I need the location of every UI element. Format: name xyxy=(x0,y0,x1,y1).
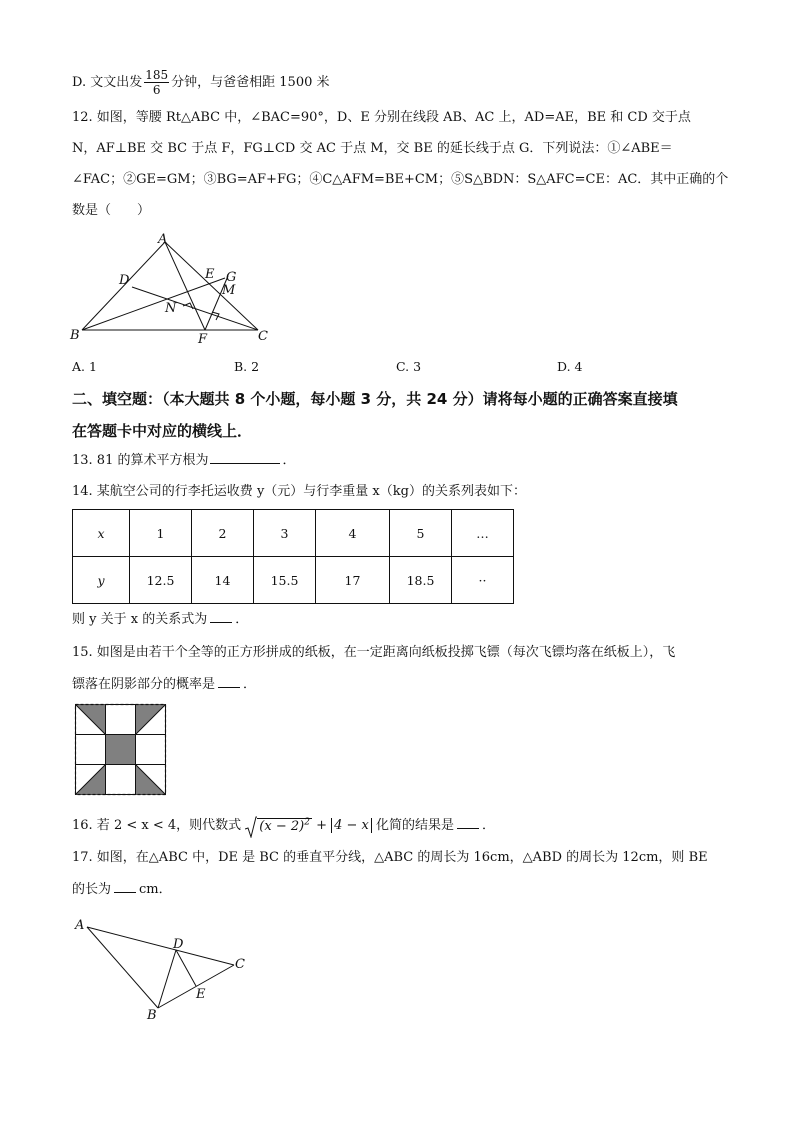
fig17-label-c: C xyxy=(235,957,245,972)
q12-figure xyxy=(64,228,284,348)
q17-line2-prefix: 的长为 xyxy=(72,882,112,897)
table-cell: 3 xyxy=(254,510,316,557)
fig12-label-b: B xyxy=(70,328,80,343)
q12-line3: ∠FAC；②GE=GM；③BG=AF+FG；④C△AFM=BE+CM；⑤S△BDN：S△AFC=CE：AC．其中正确的个 xyxy=(72,172,729,187)
fig12-label-a: A xyxy=(158,232,168,247)
q13 xyxy=(72,451,296,471)
fig12-label-f: F xyxy=(198,332,208,347)
q15-line1: 15. 如图是由若干个全等的正方形拼成的纸板，在一定距离向纸板投掷飞镖（每次飞镖均落在纸板上），飞 xyxy=(72,645,676,660)
q14-text: 14. 某航空公司的行李托运收费 y（元）与行李重量 x（kg）的关系列表如下： xyxy=(72,484,526,499)
q15-line2-suffix: ． xyxy=(243,677,257,692)
q17-figure xyxy=(70,912,260,1024)
q15-answer-blank xyxy=(218,675,240,688)
section2-heading-line1: 二、填空题：（本大题共 8 个小题，每小题 3 分，共 24 分）请将每小题的正确答案直接填 xyxy=(72,390,678,408)
q14-after xyxy=(72,610,248,630)
q11-frac-num: 185 xyxy=(145,68,169,82)
table-cell-x-label: x xyxy=(73,510,130,557)
q17-line2-suffix: cm． xyxy=(139,882,172,897)
q16-end: ． xyxy=(482,817,496,833)
q12-option-c: C. 3 xyxy=(396,359,422,374)
q12-option-a: A. 1 xyxy=(72,359,97,374)
q12-line4: 数是（ ） xyxy=(72,203,151,218)
q12-line2: N，AF⊥BE 交 BC 于点 F，FG⊥CD 交 AC 于点 M，交 BE 的延长线于点 G．下列说法：①∠ABE＝ xyxy=(72,141,673,156)
table-cell: 17 xyxy=(316,557,390,604)
q11-option-d-prefix: D. 文文出发 xyxy=(72,75,143,90)
table-cell: 12.5 xyxy=(130,557,192,604)
q11-frac-den: 6 xyxy=(152,83,161,97)
q11-option-d-suffix: 分钟，与爸爸相距 1500 米 xyxy=(171,75,330,90)
q12-option-d: D. 4 xyxy=(557,359,583,374)
table-cell: 2 xyxy=(192,510,254,557)
q11-fraction xyxy=(144,68,169,97)
q16-suffix: 化简的结果是 xyxy=(376,817,455,833)
fig17-label-e: E xyxy=(196,987,206,1002)
q15-line2 xyxy=(72,675,256,695)
q14-after-suffix: ． xyxy=(235,612,249,627)
table-cell-y-label: y xyxy=(73,557,130,604)
q16-prefix: 16. 若 2 < x < 4，则代数式 xyxy=(72,817,242,833)
table-cell: ·· xyxy=(452,557,514,604)
q17-line2 xyxy=(72,880,172,900)
q14-after-prefix: 则 y 关于 x 的关系式为 xyxy=(72,612,208,627)
table-cell: 14 xyxy=(192,557,254,604)
table-cell: 1 xyxy=(130,510,192,557)
table-row xyxy=(73,557,514,604)
fig12-label-g: G xyxy=(226,270,237,285)
q15-board-figure xyxy=(74,703,168,797)
q17-line1: 17. 如图，在△ABC 中，DE 是 BC 的垂直平分线，△ABC 的周长为 16cm，△ABD 的周长为 12cm，则 BE xyxy=(72,850,708,865)
q13-prefix: 13. 81 的算术平方根为 xyxy=(72,453,209,468)
q13-suffix: ． xyxy=(282,453,296,468)
q14-table xyxy=(72,509,514,604)
q13-answer-blank xyxy=(210,451,280,464)
fig12-label-m: M xyxy=(222,283,236,298)
q16-sqrt xyxy=(245,813,312,838)
q16-abs-expr: 4 − x xyxy=(331,818,372,833)
table-cell: 18.5 xyxy=(390,557,452,604)
section2-heading-line2: 在答题卡中对应的横线上． xyxy=(72,422,253,440)
fig12-label-n: N xyxy=(165,301,177,316)
q14-answer-blank xyxy=(210,610,232,623)
q15-line2-prefix: 镖落在阴影部分的概率是 xyxy=(72,677,216,692)
q16 xyxy=(72,813,495,838)
q11-option-d xyxy=(72,68,330,97)
q12-option-b: B. 2 xyxy=(234,359,260,374)
fig12-label-c: C xyxy=(258,329,268,344)
fig17-label-a: A xyxy=(75,918,85,933)
fig17-label-d: D xyxy=(173,937,184,952)
q17-answer-blank xyxy=(114,880,136,893)
fig17-label-b: B xyxy=(147,1008,157,1023)
table-cell: 5 xyxy=(390,510,452,557)
sqrt-radical-icon xyxy=(245,816,257,838)
table-cell: … xyxy=(452,510,514,557)
q16-answer-blank xyxy=(457,816,479,829)
table-row xyxy=(73,510,514,557)
q16-plus: + xyxy=(316,817,327,833)
q12-line1: 12. 如图，等腰 Rt△ABC 中，∠BAC=90°，D、E 分别在线段 AB、AC 上，AD=AE，BE 和 CD 交于点 xyxy=(72,110,691,125)
fig12-label-d: D xyxy=(119,273,130,288)
table-cell: 15.5 xyxy=(254,557,316,604)
q16-sqrt-expr: (x − 2) xyxy=(259,819,305,835)
q16-exponent: 2 xyxy=(304,818,310,828)
fig12-label-e: E xyxy=(205,267,215,282)
table-cell: 4 xyxy=(316,510,390,557)
